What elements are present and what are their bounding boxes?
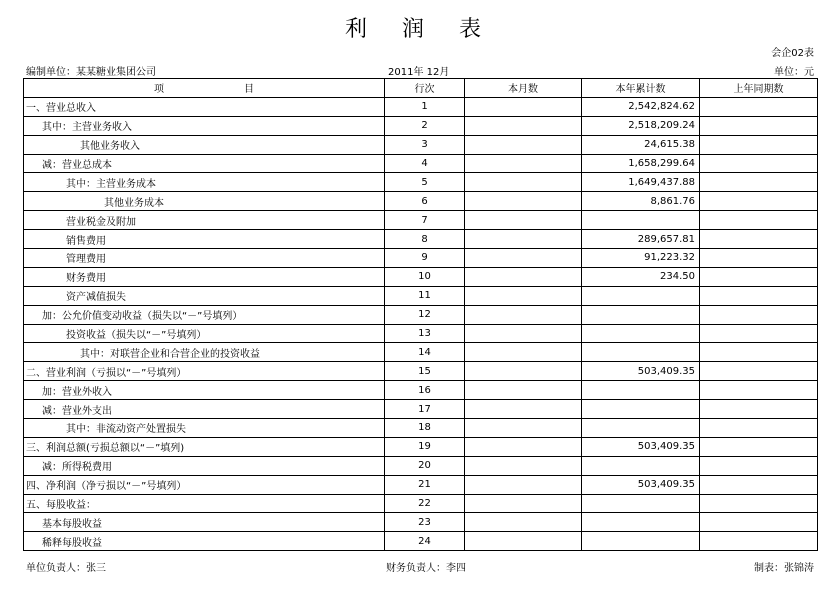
month-value <box>465 267 582 286</box>
ytd-value <box>582 456 700 475</box>
ytd-value <box>582 419 700 438</box>
line-number: 6 <box>385 192 465 211</box>
item-label: 其中：对联营企业和合营企业的投资收益 <box>24 343 385 362</box>
item-label: 其他业务成本 <box>24 192 385 211</box>
item-label: 其中：主营业务收入 <box>24 116 385 135</box>
ytd-value: 503,409.35 <box>582 475 700 494</box>
table-row <box>24 437 818 456</box>
ytd-value: 8,861.76 <box>582 192 700 211</box>
prev-year-value <box>700 211 818 230</box>
ytd-value <box>582 400 700 419</box>
line-number: 2 <box>385 116 465 135</box>
table-row <box>24 249 818 268</box>
item-label: 五、每股收益： <box>24 494 385 513</box>
month-value <box>465 154 582 173</box>
item-label: 二、营业利润（亏损以“－”号填列） <box>24 362 385 381</box>
item-label: 三、利润总额(亏损总额以“－”填列) <box>24 437 385 456</box>
table-row <box>24 419 818 438</box>
table-row <box>24 135 818 154</box>
table-row <box>24 494 818 513</box>
item-label: 一、营业总收入 <box>24 97 385 116</box>
prev-year-value <box>700 456 818 475</box>
table-row <box>24 230 818 249</box>
reporting-entity: 编制单位：某某糖业集团公司 <box>26 67 156 78</box>
month-value <box>465 173 582 192</box>
prev-year-value <box>700 475 818 494</box>
prev-year-value <box>700 286 818 305</box>
table-row <box>24 267 818 286</box>
item-label: 投资收益（损失以“－”号填列） <box>24 324 385 343</box>
prev-year-value <box>700 400 818 419</box>
table-row <box>24 192 818 211</box>
line-number: 18 <box>385 419 465 438</box>
month-value <box>465 192 582 211</box>
item-label: 减：营业外支出 <box>24 400 385 419</box>
ytd-value <box>582 211 700 230</box>
ytd-value: 2,542,824.62 <box>582 97 700 116</box>
footer-preparer: 制表：张锦涛 <box>754 563 814 574</box>
line-number: 5 <box>385 173 465 192</box>
header-ytd: 本年累计数 <box>582 79 700 98</box>
prev-year-value <box>700 381 818 400</box>
prev-year-value <box>700 192 818 211</box>
ytd-value <box>582 494 700 513</box>
income-statement-table <box>23 78 818 551</box>
month-value <box>465 230 582 249</box>
item-label: 稀释每股收益 <box>24 532 385 551</box>
ytd-value <box>582 513 700 532</box>
report-period: 2011年 12月 <box>388 67 450 78</box>
table-row <box>24 154 818 173</box>
ytd-value <box>582 286 700 305</box>
currency-unit: 单位：元 <box>774 67 814 78</box>
item-label: 其中：非流动资产处置损失 <box>24 419 385 438</box>
form-code: 会企02表 <box>771 48 814 59</box>
month-value <box>465 437 582 456</box>
month-value <box>465 211 582 230</box>
line-number: 24 <box>385 532 465 551</box>
item-label: 管理费用 <box>24 249 385 268</box>
ytd-value <box>582 343 700 362</box>
header-month: 本月数 <box>465 79 582 98</box>
prev-year-value <box>700 135 818 154</box>
month-value <box>465 532 582 551</box>
ytd-value: 503,409.35 <box>582 437 700 456</box>
table-row <box>24 286 818 305</box>
table-row <box>24 324 818 343</box>
line-number: 3 <box>385 135 465 154</box>
report-title: 利 润 表 <box>345 17 495 42</box>
table-row <box>24 513 818 532</box>
table-row <box>24 362 818 381</box>
item-label: 营业税金及附加 <box>24 211 385 230</box>
ytd-value: 1,658,299.64 <box>582 154 700 173</box>
ytd-value: 503,409.35 <box>582 362 700 381</box>
table-row <box>24 97 818 116</box>
month-value <box>465 475 582 494</box>
ytd-value: 24,615.38 <box>582 135 700 154</box>
table-row <box>24 173 818 192</box>
month-value <box>465 249 582 268</box>
item-label: 四、净利润（净亏损以“－”号填列） <box>24 475 385 494</box>
prev-year-value <box>700 249 818 268</box>
line-number: 8 <box>385 230 465 249</box>
prev-year-value <box>700 419 818 438</box>
month-value <box>465 456 582 475</box>
table-row <box>24 456 818 475</box>
prev-year-value <box>700 343 818 362</box>
ytd-value <box>582 324 700 343</box>
month-value <box>465 513 582 532</box>
line-number: 1 <box>385 97 465 116</box>
month-value <box>465 286 582 305</box>
line-number: 7 <box>385 211 465 230</box>
ytd-value: 91,223.32 <box>582 249 700 268</box>
header-line-no: 行次 <box>385 79 465 98</box>
line-number: 9 <box>385 249 465 268</box>
month-value <box>465 343 582 362</box>
month-value <box>465 97 582 116</box>
line-number: 12 <box>385 305 465 324</box>
line-number: 21 <box>385 475 465 494</box>
item-label: 加：公允价值变动收益（损失以“－”号填列） <box>24 305 385 324</box>
prev-year-value <box>700 154 818 173</box>
ytd-value <box>582 305 700 324</box>
line-number: 19 <box>385 437 465 456</box>
table-row <box>24 305 818 324</box>
prev-year-value <box>700 305 818 324</box>
line-number: 10 <box>385 267 465 286</box>
ytd-value: 2,518,209.24 <box>582 116 700 135</box>
ytd-value: 289,657.81 <box>582 230 700 249</box>
item-label: 减：所得税费用 <box>24 456 385 475</box>
line-number: 15 <box>385 362 465 381</box>
item-label: 基本每股收益 <box>24 513 385 532</box>
prev-year-value <box>700 532 818 551</box>
table-header-row <box>24 79 818 98</box>
table-row <box>24 116 818 135</box>
prev-year-value <box>700 116 818 135</box>
ytd-value: 1,649,437.88 <box>582 173 700 192</box>
item-label: 其他业务收入 <box>24 135 385 154</box>
line-number: 4 <box>385 154 465 173</box>
prev-year-value <box>700 324 818 343</box>
footer-unit-head: 单位负责人：张三 <box>26 563 106 574</box>
item-label: 资产减值损失 <box>24 286 385 305</box>
line-number: 16 <box>385 381 465 400</box>
month-value <box>465 135 582 154</box>
month-value <box>465 305 582 324</box>
line-number: 13 <box>385 324 465 343</box>
month-value <box>465 362 582 381</box>
line-number: 20 <box>385 456 465 475</box>
month-value <box>465 419 582 438</box>
prev-year-value <box>700 230 818 249</box>
month-value <box>465 324 582 343</box>
ytd-value <box>582 381 700 400</box>
prev-year-value <box>700 513 818 532</box>
prev-year-value <box>700 173 818 192</box>
month-value <box>465 381 582 400</box>
table-row <box>24 400 818 419</box>
ytd-value: 234.50 <box>582 267 700 286</box>
month-value <box>465 400 582 419</box>
month-value <box>465 116 582 135</box>
item-label: 加：营业外收入 <box>24 381 385 400</box>
table-row <box>24 211 818 230</box>
header-item: 项 目 <box>24 79 385 98</box>
prev-year-value <box>700 437 818 456</box>
item-label: 减：营业总成本 <box>24 154 385 173</box>
ytd-value <box>582 532 700 551</box>
table-row <box>24 381 818 400</box>
item-label: 其中：主营业务成本 <box>24 173 385 192</box>
month-value <box>465 494 582 513</box>
line-number: 11 <box>385 286 465 305</box>
line-number: 22 <box>385 494 465 513</box>
prev-year-value <box>700 97 818 116</box>
table-row <box>24 475 818 494</box>
table-row <box>24 532 818 551</box>
footer-finance-head: 财务负责人：李四 <box>386 563 466 574</box>
line-number: 17 <box>385 400 465 419</box>
prev-year-value <box>700 362 818 381</box>
prev-year-value <box>700 267 818 286</box>
item-label: 财务费用 <box>24 267 385 286</box>
line-number: 23 <box>385 513 465 532</box>
table-row <box>24 343 818 362</box>
item-label: 销售费用 <box>24 230 385 249</box>
line-number: 14 <box>385 343 465 362</box>
prev-year-value <box>700 494 818 513</box>
header-prev-year: 上年同期数 <box>700 79 818 98</box>
